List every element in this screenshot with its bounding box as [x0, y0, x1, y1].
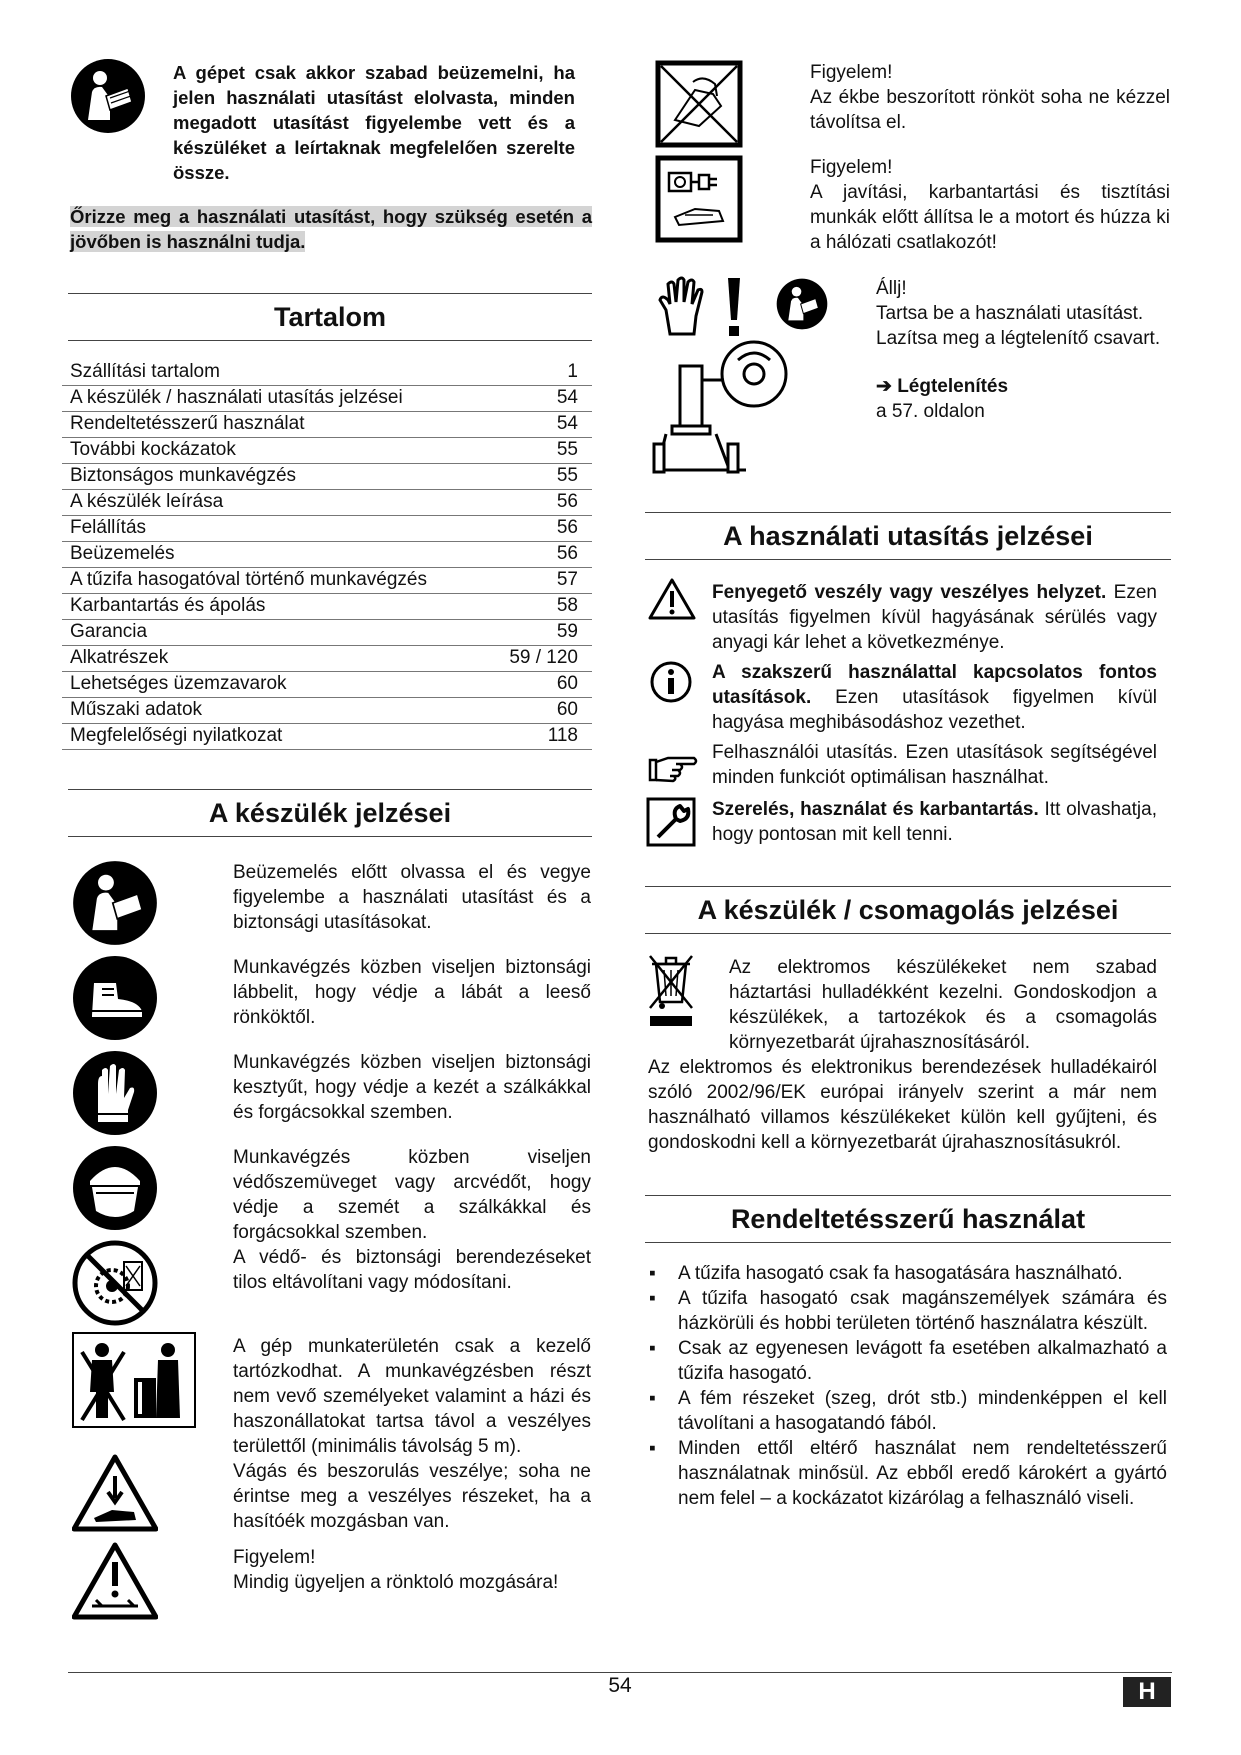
toc-row[interactable] — [62, 593, 592, 620]
toc-row-label: Rendeltetésszerű használat — [70, 413, 305, 434]
toc-row[interactable] — [62, 385, 592, 412]
toc-row[interactable] — [62, 541, 592, 568]
attention-2-title: Figyelem! — [810, 157, 893, 178]
toc-row-label: A készülék / használati utasítás jelzései — [70, 387, 403, 408]
toc-row[interactable] — [62, 489, 592, 516]
toc-row-label: További kockázatok — [70, 439, 236, 460]
keep-distance-icon — [72, 1332, 196, 1428]
device-symbol-text: Munkavégzés közben viseljen biztonsági kesztyűt, hogy védje a kezét a szálkákkal és forgácsokkal szemben. — [233, 1052, 591, 1123]
toc-row[interactable] — [62, 645, 592, 672]
stop-title: Állj! — [876, 278, 907, 299]
safety-boot-icon — [72, 955, 158, 1041]
table-of-contents — [62, 359, 592, 751]
read-manual-icon — [70, 58, 146, 134]
toc-row-page: 55 — [556, 439, 578, 460]
packaging-text-2: Az elektromos és elektronikus berendezések hulladékairól szóló 2002/96/EK európai irányelv szerint a már nem használható villamos készülékeket külön kell gyűjteni, és gondoskodni kell a környezetbarát újrahasznosításukról. — [648, 1057, 1157, 1153]
toc-row-page: 59 — [556, 621, 578, 642]
device-symbol-text: Munkavégzés közben viseljen biztonsági lábbelit, hogy védje a lábát a leeső rönköktől. — [233, 957, 591, 1028]
warning-triangle-icon — [647, 577, 697, 621]
wrench-icon — [646, 797, 696, 847]
toc-row-label: A készülék leírása — [70, 491, 224, 512]
manual-symbol-danger: Fenyegető veszély vagy veszélyes helyzet. Ezen utasítás figyelmen kívül hagyásának sérülés vagy anyagi kár lehet a következménye. — [712, 582, 1157, 653]
read-manual-icon — [776, 278, 828, 330]
toc-row-page: 59 / 120 — [509, 647, 578, 668]
manual-symbol-user-tip: Felhasználói utasítás. Ezen utasítások segítségével minden funkciót optimálisan használhat. — [712, 742, 1157, 788]
device-symbol-text: A védő- és biztonsági berendezéseket tilos eltávolítani vagy módosítani. — [233, 1247, 591, 1293]
device-symbol-text: A gép munkaterületén csak a kezelő tartózkodhat. A munkavégzésben részt nem vevő személyeket valamint a házi és haszonállatokat tartsa távol a veszélyes területtől (minimális távolság 5 m). — [233, 1336, 591, 1457]
toc-row-label: Lehetséges üzemzavarok — [70, 673, 287, 694]
toc-row-page: 56 — [556, 543, 578, 564]
toc-row-page: 54 — [556, 413, 578, 434]
toc-row-page: 57 — [556, 569, 578, 590]
toc-row-page: 118 — [547, 725, 578, 746]
toc-row[interactable] — [62, 359, 592, 386]
cutting-hazard-icon — [72, 1454, 158, 1532]
toc-row[interactable] — [62, 723, 592, 750]
toc-row-page: 54 — [556, 387, 578, 408]
language-badge: H — [1123, 1677, 1171, 1707]
toc-row[interactable] — [62, 619, 592, 646]
footer-rule — [68, 1672, 1172, 1673]
toc-row[interactable] — [62, 567, 592, 594]
toc-row[interactable] — [62, 697, 592, 724]
toc-row-page: 55 — [556, 465, 578, 486]
intro-warning: A gépet csak akkor szabad beüzemelni, ha jelen használati utasítást elolvasta, minden megadott utasítást figyelembe vett és a készüléket a leírtaknak megfelelően szerelte össze. — [173, 62, 575, 183]
list-item: ▪ A tűzifa hasogató csak magánszemélyek számára és házkörüli és hobbi területen történő használatra készült. — [645, 1286, 1167, 1336]
manual-symbol-assembly: Szerelés, használat és karbantartás. Itt olvashatja, hogy pontosan mit kell tenni. — [712, 799, 1157, 845]
bleeding-link[interactable] — [876, 374, 1176, 424]
manual-symbols-title: A használati utasítás jelzései — [645, 512, 1171, 560]
toc-row-page: 56 — [556, 491, 578, 512]
device-symbol-text: Munkavégzés közben viseljen védőszemüveget vagy arcvédőt, hogy védje a szemét a szálkákkal és forgácsokkal szemben. — [233, 1147, 591, 1243]
exclamation-icon — [722, 276, 746, 338]
bleeding-link-page: a 57. oldalon — [876, 401, 985, 422]
attention-1-text: Az ékbe beszorított rönköt soha ne kézzel távolítsa el. — [810, 87, 1170, 133]
toc-row-label: A tűzifa hasogatóval történő munkavégzés — [70, 569, 428, 590]
toc-row-label: Beüzemelés — [70, 543, 175, 564]
packaging-text-1: Az elektromos készülékeket nem szabad háztartási hulladékként kezelni. Gondoskodjon a készülékek, a tartozékok és a csomagolás környezetbarát újrahasznosításáról. — [729, 957, 1157, 1053]
no-remove-guards-icon — [72, 1240, 158, 1326]
attention-1 — [810, 60, 1170, 135]
intended-use-list — [645, 1261, 1167, 1511]
list-item: ▪ Minden ettől eltérő használat nem rendeltetésszerű használatnak minősül. Az ebből eredő károkért a gyártó nem felel – a kockázatot kizárólag a felhasználó viseli. — [645, 1436, 1167, 1511]
list-item: ▪ Csak az egyenesen levágott fa esetében alkalmazható a tűzifa hasogató. — [645, 1336, 1167, 1386]
read-manual-icon — [72, 860, 158, 946]
device-symbol-text: Vágás és beszorulás veszélye; soha ne érintse meg a veszélyes részeket, ha a hasítóék mozgásban van. — [233, 1461, 591, 1532]
toc-row-label: Garancia — [70, 621, 148, 642]
pointing-hand-icon — [646, 754, 698, 784]
intended-use-title: Rendeltetésszerű használat — [645, 1195, 1171, 1243]
stop-hand-icon — [656, 276, 710, 336]
device-symbol-text: Beüzemelés előtt olvassa el és vegye figyelembe a használati utasítást és a biztonsági utasításokat. — [233, 862, 591, 933]
device-symbol-text: Mindig ügyeljen a rönktoló mozgására! — [233, 1572, 559, 1593]
toc-row[interactable] — [62, 411, 592, 438]
bleeding-link-label: Légtelenítés — [897, 376, 1009, 397]
toc-row-label: Alkatrészek — [70, 647, 169, 668]
toc-row[interactable] — [62, 671, 592, 698]
intro-keep-note: Őrizze meg a használati utasítást, hogy szükség esetén a jövőben is használni tudja. — [70, 206, 592, 252]
toc-row[interactable] — [62, 463, 592, 490]
safety-gloves-icon — [72, 1050, 158, 1136]
attention-1-title: Figyelem! — [810, 62, 893, 83]
toc-row-label: Megfelelőségi nyilatkozat — [70, 725, 283, 746]
log-pusher-hazard-icon — [72, 1542, 158, 1620]
no-hand-removal-icon — [655, 60, 743, 148]
stop-note — [876, 276, 1176, 351]
toc-row-page: 58 — [556, 595, 578, 616]
toc-row-label: Karbantartás és ápolás — [70, 595, 266, 616]
unplug-before-maintenance-icon — [655, 155, 743, 243]
list-item: ▪ A fém részeket (szeg, drót stb.) mindenképpen el kell távolítani a hasogatandó fából. — [645, 1386, 1167, 1436]
page-number: 54 — [608, 1674, 632, 1697]
toc-row-page: 56 — [556, 517, 578, 538]
manual-symbol-important: A szakszerű használattal kapcsolatos fontos utasítások. Ezen utasítások figyelmen kívül hagyása meghibásodáshoz vezethet. — [712, 662, 1157, 733]
info-icon — [649, 660, 693, 704]
toc-row-page: 60 — [556, 673, 578, 694]
device-symbol-text: Figyelem! — [233, 1547, 316, 1568]
toc-title: Tartalom — [68, 293, 592, 341]
packaging-symbols-title: A készülék / csomagolás jelzései — [645, 886, 1171, 934]
toc-row-label: Műszaki adatok — [70, 699, 203, 720]
stop-line-1: Tartsa be a használati utasítást. — [876, 303, 1144, 324]
toc-row-page: 1 — [567, 361, 578, 382]
attention-2-text: A javítási, karbantartási és tisztítási munkák előtt állítsa le a motort és húzza ki a hálózati csatlakozót! — [810, 182, 1170, 253]
arrow-right-icon: ➔ — [876, 376, 892, 397]
toc-row-label: Biztonságos munkavégzés — [70, 465, 297, 486]
toc-row[interactable] — [62, 515, 592, 542]
attention-2 — [810, 155, 1170, 255]
toc-row-label: Szállítási tartalom — [70, 361, 220, 382]
bleed-screw-icon — [652, 340, 792, 476]
device-symbols-title: A készülék jelzései — [68, 789, 592, 837]
toc-row[interactable] — [62, 437, 592, 464]
stop-line-2: Lazítsa meg a légtelenítő csavart. — [876, 328, 1161, 349]
list-item: ▪ A tűzifa hasogató csak fa hasogatására használható. — [645, 1261, 1167, 1286]
weee-bin-icon — [646, 952, 696, 1028]
toc-row-page: 60 — [556, 699, 578, 720]
toc-row-label: Felállítás — [70, 517, 147, 538]
face-shield-icon — [72, 1145, 158, 1231]
